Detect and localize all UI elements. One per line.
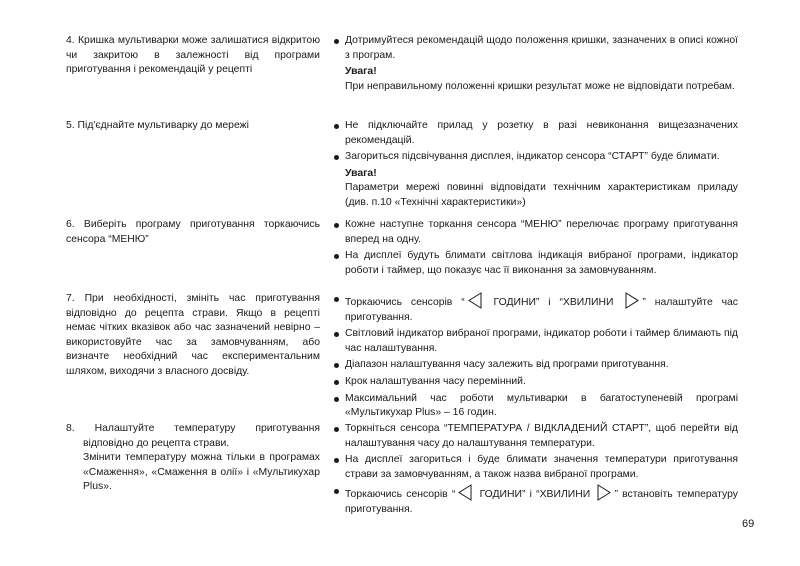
step-8-bullet-2: На дисплеї загориться і буде блимати значення температури приготування страви за замовчуванням, а також назва вибраної програми. <box>333 453 738 482</box>
step-5-instruction: 5. Під'єднайте мультиварку до мережі <box>66 120 249 131</box>
step-5-warning-text: Параметри мережі повинні відповідати технічним характеристикам приладу (див. п.10 «Технічні характеристики») <box>345 182 738 208</box>
bullet-dot-icon <box>334 39 339 44</box>
step-6-bullet-2: На дисплеї будуть блимати світлова індикація вибраної програми, індикатор роботи і таймер, що показує час її виконання за замовчуванням. <box>333 249 738 278</box>
bullet-dot-icon <box>334 380 339 385</box>
triangle-left-icon <box>457 484 473 501</box>
step-7-instruction: 7. При необхідності, змініть час приготування відповідно до рецепта страви. Якщо в рецепті немає чітких вказівок або час зазначений невірно – використовуйте час за замовчуванням, або визначте необхідний час експериментальним шляхом, виходячи з власного досвіду. <box>66 293 320 377</box>
triangle-right-icon <box>624 292 640 309</box>
bullet-dot-icon <box>334 297 339 302</box>
step-5-bullet-1: Не підключайте прилад у розетку в разі невиконання вищезазначених рекомендацій. <box>333 119 738 148</box>
bullet-dot-icon <box>334 458 339 463</box>
bullet-dot-icon <box>334 155 339 160</box>
step-7-bullet-4: Крок налаштування часу перемінний. <box>333 375 738 390</box>
step-7-bullet-3: Діапазон налаштування часу залежить від програми приготування. <box>333 358 738 373</box>
triangle-left-icon <box>467 292 483 309</box>
page-number: 69 <box>742 518 755 530</box>
step-6-bullet-1: Кожне наступне торкання сенсора “МЕНЮ” перелючає програму приготування вперед на одну. <box>333 218 738 247</box>
step-4-warning-text: При неправильному положенні кришки результат може не відповідати потребам. <box>345 80 735 92</box>
step-8-note: Змінити температуру можна тільки в програмах «Смаження», «Смаження в олії» і «Мультикухар Plus». <box>83 452 320 493</box>
step-4-bullet-1: Дотримуйтеся рекомендацій щодо положення кришки, зазначених в описі кожної з програм. <box>333 34 738 63</box>
step-7-bullet-2: Світловий індикатор вибраної програми, індикатор роботи і таймер блимають під час налаштування. <box>333 327 738 356</box>
step-4-instruction: 4. Кришка мультиварки може залишатися відкритою чи закритою в залежності від програми приготування і рекомендацій у рецепті <box>66 35 320 76</box>
step-8-instruction: 8. Налаштуйте температуру приготування відповідно до рецепта страви. <box>66 423 320 449</box>
step-8-bullet-3: Торкаючись сенсорів “ ГОДИНИ” і “ХВИЛИНИ ” встановіть температуру приготування. <box>333 484 738 517</box>
triangle-right-icon <box>596 484 612 501</box>
bullet-dot-icon <box>334 397 339 402</box>
bullet-dot-icon <box>334 223 339 228</box>
step-7-bullet-5: Максимальний час роботи мультиварки в багатоступеневій програмі «Мультикухар Plus» – 16 годин. <box>333 392 738 421</box>
step-4-warning-title: Увага! <box>345 66 377 78</box>
bullet-dot-icon <box>334 363 339 368</box>
bullet-dot-icon <box>334 332 339 337</box>
step-8-bullet-1: Торкніться сенсора “ТЕМПЕРАТУРА / ВІДКЛАДЕНИЙ СТАРТ”, щоб перейти від налаштування часу до налаштування температури. <box>333 422 738 451</box>
bullet-dot-icon <box>334 489 339 494</box>
step-5-warning-title: Увага! <box>345 167 377 179</box>
step-7-bullet-1: Торкаючись сенсорів “ ГОДИНИ” і “ХВИЛИНИ ” налаштуйте час приготування. <box>333 292 738 325</box>
bullet-dot-icon <box>334 124 339 129</box>
step-6-instruction: 6. Виберіть програму приготування торкаючись сенсора “МЕНЮ” <box>66 219 320 245</box>
bullet-dot-icon <box>334 427 339 432</box>
step-5-bullet-2: Загориться підсвічування дисплея, індикатор сенсора “СТАРТ” буде блимати. <box>333 150 738 165</box>
bullet-dot-icon <box>334 254 339 259</box>
